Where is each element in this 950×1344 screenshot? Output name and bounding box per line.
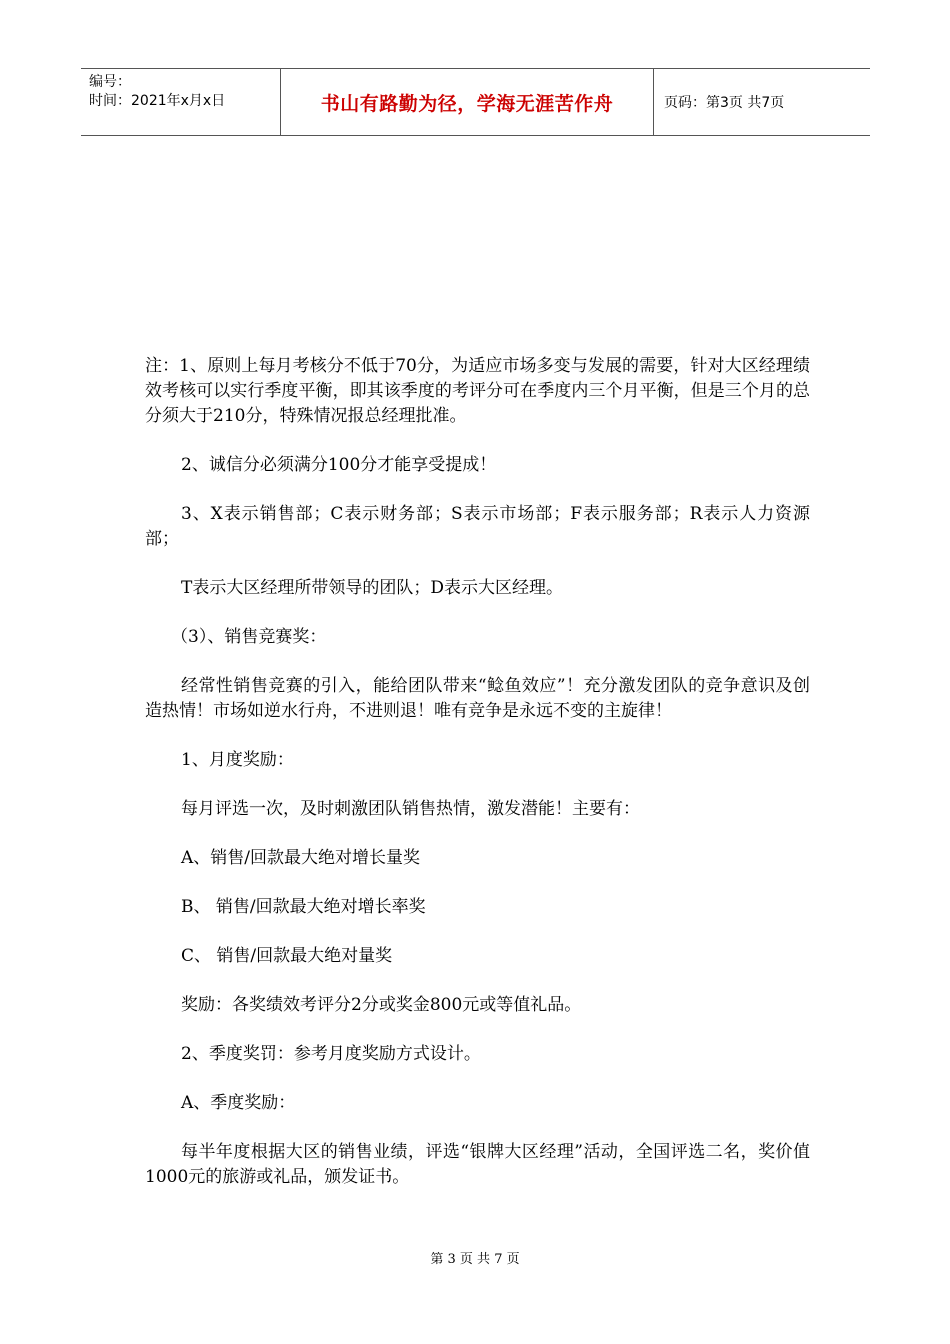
list-item-a: A、销售/回款最大绝对增长量奖 [181, 848, 421, 868]
list-item-b: B、 销售/回款最大绝对增长率奖 [181, 897, 426, 917]
paragraph-note-1: 注：1、原则上每月考核分不低于70分，为适应市场多变与发展的需要，针对大区经理绩效考核可以实行季度平衡，即其该季度的考评分可在季度内三个月平衡，但是三个月的总分须大于210分，特殊情况报总经理批准。 [145, 356, 810, 426]
page-footer: 第 3 页 共 7 页 [430, 1252, 520, 1267]
paragraph-contest-intro: 经常性销售竞赛的引入，能给团队带来“鲶鱼效应”！充分激发团队的竞争意识及创造热情！市场如逆水行舟，不进则退！唯有竞争是永远不变的主旋律！ [145, 676, 810, 721]
paragraph-silver-manager: 每半年度根据大区的销售业绩，评选“银牌大区经理”活动，全国评选二名，奖价值1000元的旅游或礼品，颁发证书。 [145, 1142, 810, 1187]
subheading-quarterly: 2、季度奖罚：参考月度奖励方式设计。 [181, 1044, 481, 1064]
paragraph-note-3-cont: T表示大区经理所带领导的团队；D表示大区经理。 [181, 578, 563, 598]
paragraph-reward-amount: 奖励：各奖绩效考评分2分或奖金800元或等值礼品。 [181, 995, 582, 1015]
header-table [81, 68, 870, 136]
header-page-number: 页码：第3页 共7页 [664, 95, 785, 111]
paragraph-monthly-desc: 每月评选一次，及时刺激团队销售热情，激发潜能！主要有： [181, 799, 640, 819]
header-motto: 书山有路勤为径，学海无涯苦作舟 [281, 69, 654, 135]
document-time-label: 时间：2021年x月x日 [89, 93, 226, 109]
paragraph-note-3: 3、X表示销售部；C表示财务部；S表示市场部；F表示服务部；R表示人力资源部； [145, 504, 810, 549]
document-body [145, 354, 810, 1214]
paragraph-note-2: 2、诚信分必须满分100分才能享受提成！ [181, 455, 497, 475]
header-meta [81, 69, 281, 135]
list-item-c: C、 销售/回款最大绝对量奖 [181, 946, 393, 966]
section-heading-sales-contest: （3）、销售竞赛奖： [171, 627, 327, 647]
subheading-quarterly-reward: A、季度奖励： [181, 1093, 296, 1113]
subheading-monthly-reward: 1、月度奖励： [181, 750, 294, 770]
document-number-label: 编号： [89, 74, 131, 90]
